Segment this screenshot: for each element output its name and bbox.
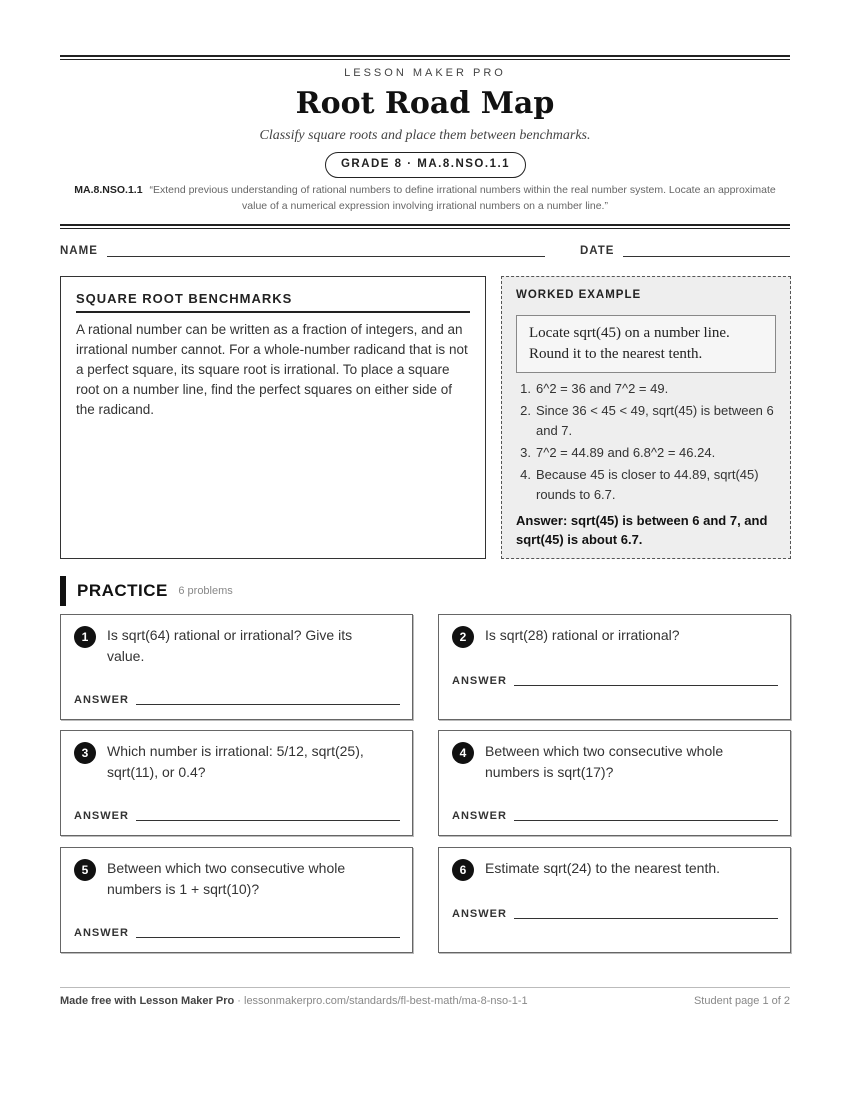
footer-credit (60, 995, 528, 1007)
worked-example-box (501, 276, 791, 559)
header-top-rule (60, 55, 790, 60)
footer-url: · lessonmakerpro.com/standards/fl-best-math/ma-8-nso-1-1 (234, 995, 528, 1007)
worked-example-title: WORKED EXAMPLE (516, 289, 642, 301)
practice-header (60, 576, 233, 606)
name-field[interactable] (107, 256, 545, 257)
answer-label: ANSWER (74, 810, 129, 822)
benchmarks-box (60, 276, 486, 559)
step-item: 1. 6^2 = 36 and 7^2 = 49. (520, 381, 669, 396)
question-card-1 (60, 614, 413, 720)
benchmarks-text: A rational number can be written as a fraction of integers, and an irrational number cannot. For a whole-number radicand that is not a perfect square, its square root is irrational. To place a square root on a number line, find the perfect squares on either side of the radicand. (76, 322, 468, 417)
answer-field[interactable] (136, 937, 400, 938)
practice-title: PRACTICE (77, 581, 168, 600)
question-number-badge: 2 (452, 626, 474, 648)
answer-field[interactable] (514, 685, 778, 686)
header-bottom-rule (60, 224, 790, 229)
step-item: 4. Because 45 is closer to 44.89, sqrt(45) rounds to 6.7. (520, 467, 759, 502)
date-field[interactable] (623, 256, 790, 257)
practice-count: 6 problems (178, 585, 233, 597)
answer-label: ANSWER (452, 908, 507, 920)
answer-field[interactable] (136, 704, 400, 705)
question-number-badge: 3 (74, 742, 96, 764)
page-subtitle: Classify square roots and place them between benchmarks. (259, 128, 591, 143)
question-text: Which number is irrational: 5/12, sqrt(25), sqrt(11), or 0.4? (107, 743, 364, 780)
brand-label: LESSON MAKER PRO (344, 67, 506, 79)
answer-label: ANSWER (74, 927, 129, 939)
answer-label: ANSWER (452, 810, 507, 822)
step-item: 2. Since 36 < 45 < 49, sqrt(45) is between 6 and 7. (520, 403, 774, 438)
question-card-5 (60, 847, 413, 953)
answer-label: ANSWER (74, 694, 129, 706)
answer-label: ANSWER (452, 675, 507, 687)
footer-page-number: Student page 1 of 2 (693, 995, 790, 1007)
name-label: NAME (60, 245, 98, 257)
question-number-badge: 6 (452, 859, 474, 881)
question-card-3 (60, 730, 413, 836)
question-number-badge: 1 (74, 626, 96, 648)
question-number-badge: 5 (74, 859, 96, 881)
question-card-6 (438, 847, 791, 953)
answer-field[interactable] (514, 918, 778, 919)
question-text: Estimate sqrt(24) to the nearest tenth. (485, 860, 721, 876)
name-date-row (60, 245, 790, 261)
footer-rule (60, 987, 790, 988)
answer-field[interactable] (514, 820, 778, 821)
standard-code: MA.8.NSO.1.1 (74, 184, 143, 196)
question-text: Is sqrt(28) rational or irrational? (485, 627, 680, 643)
worked-example-problem: Locate sqrt(45) on a number line. Round it to the nearest tenth. (516, 315, 776, 373)
grade-badge: GRADE 8 · MA.8.NSO.1.1 (325, 152, 526, 178)
standard-description (70, 182, 780, 214)
question-card-4 (438, 730, 791, 836)
standard-text: “Extend previous understanding of rational numbers to define irrational numbers within the real number system. Locate an approximate value of a numerical expression involving irrational numbers on a number line.” (149, 184, 776, 212)
question-text: Is sqrt(64) rational or irrational? Give its value. (107, 627, 353, 664)
step-item: 3. 7^2 = 44.89 and 6.8^2 = 46.24. (520, 445, 716, 460)
footer-made-with: Made free with Lesson Maker Pro (60, 995, 235, 1007)
benchmarks-title: SQUARE ROOT BENCHMARKS (76, 291, 470, 313)
page-title: Root Road Map (295, 86, 555, 121)
question-text: Between which two consecutive whole numbers is sqrt(17)? (485, 743, 724, 780)
question-card-2 (438, 614, 791, 720)
worked-example-answer: Answer: sqrt(45) is between 6 and 7, and sqrt(45) is about 6.7. (516, 513, 768, 547)
question-number-badge: 4 (452, 742, 474, 764)
question-text: Between which two consecutive whole numbers is 1 + sqrt(10)? (107, 860, 346, 897)
answer-field[interactable] (136, 820, 400, 821)
date-label: DATE (580, 245, 615, 257)
worked-example-steps (516, 379, 776, 505)
